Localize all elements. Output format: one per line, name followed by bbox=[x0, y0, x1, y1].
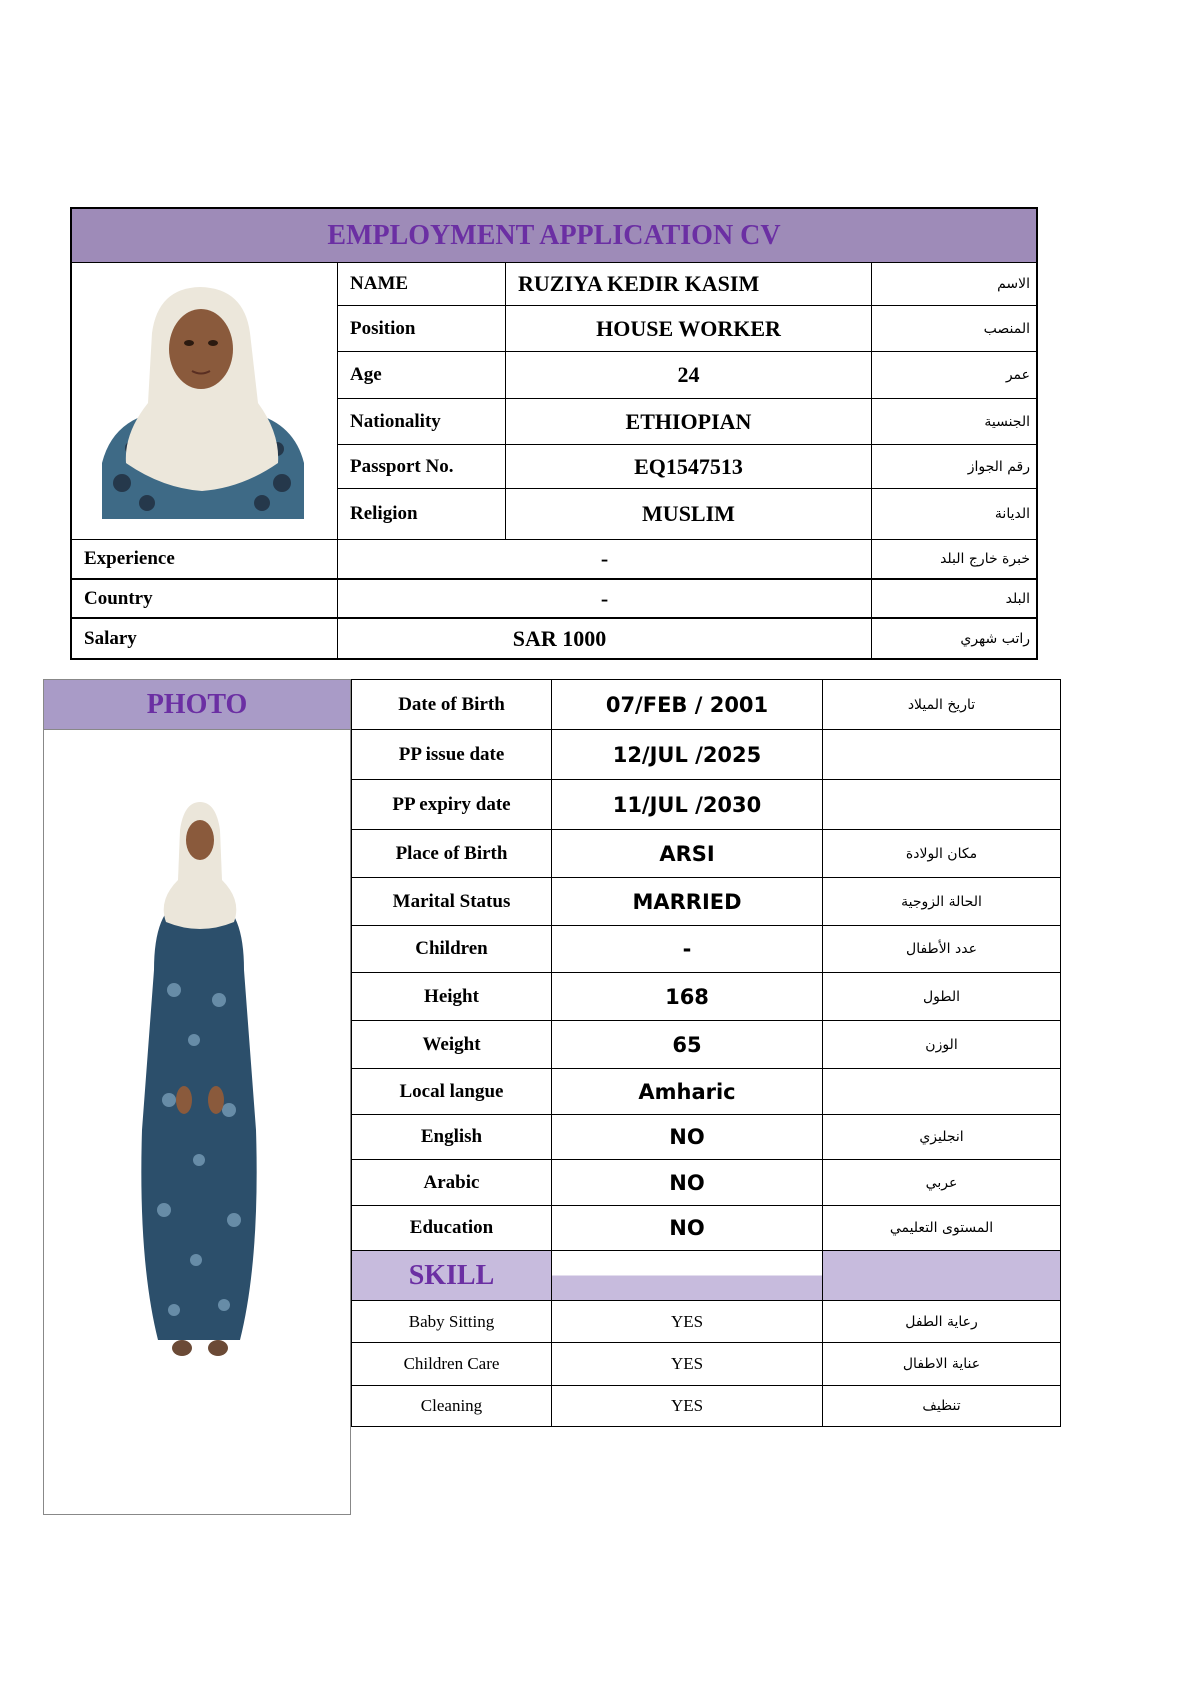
local-language-value: Amharic bbox=[552, 1069, 823, 1115]
skill-label-cleaning: Cleaning bbox=[352, 1386, 552, 1426]
document-title: EMPLOYMENT APPLICATION CV bbox=[72, 209, 1036, 263]
pp-expiry-arabic-label bbox=[823, 780, 1060, 830]
salary-arabic-label: راتب شهري bbox=[960, 630, 1030, 647]
weight-arabic-label: الوزن bbox=[823, 1021, 1060, 1069]
country-value: - bbox=[338, 580, 872, 619]
skill-arabic-cleaning: تنظيف bbox=[922, 1398, 961, 1414]
pp-issue-label: PP issue date bbox=[352, 730, 552, 780]
pp-issue-value: 12/JUL /2025 bbox=[552, 730, 823, 780]
passport-label: Passport No. bbox=[338, 445, 506, 489]
experience-value: - bbox=[338, 540, 872, 580]
age-value: 24 bbox=[506, 352, 872, 399]
marital-status-value: MARRIED bbox=[552, 878, 823, 926]
name-arabic-label: الاسم bbox=[872, 263, 1036, 306]
education-arabic-label: المستوى التعليمي bbox=[823, 1206, 1060, 1251]
pp-expiry-value: 11/JUL /2030 bbox=[552, 780, 823, 830]
weight-value: 65 bbox=[552, 1021, 823, 1069]
skill-heading: SKILL bbox=[352, 1251, 552, 1301]
arabic-label: Arabic bbox=[352, 1160, 552, 1206]
height-arabic-label: الطول bbox=[823, 973, 1060, 1021]
pp-issue-arabic-label bbox=[823, 730, 1060, 780]
height-value: 168 bbox=[552, 973, 823, 1021]
skill-band-arabic bbox=[823, 1251, 1060, 1301]
skill-arabic-baby-sitting: رعاية الطفل bbox=[823, 1301, 1060, 1343]
personal-details-table bbox=[351, 679, 1061, 1427]
name-label: NAME bbox=[338, 263, 506, 306]
education-value: NO bbox=[552, 1206, 823, 1251]
country-label: Country bbox=[72, 580, 338, 619]
skill-label-children-care: Children Care bbox=[352, 1343, 552, 1386]
children-label: Children bbox=[352, 926, 552, 973]
salary-label: Salary bbox=[72, 619, 338, 658]
nationality-value: ETHIOPIAN bbox=[506, 399, 872, 445]
height-label: Height bbox=[352, 973, 552, 1021]
cv-summary-table bbox=[70, 207, 1038, 660]
position-value: HOUSE WORKER bbox=[506, 306, 872, 352]
full-photo-panel bbox=[43, 679, 351, 1515]
skill-label-baby-sitting: Baby Sitting bbox=[352, 1301, 552, 1343]
passport-arabic-label: رقم الجواز bbox=[872, 445, 1036, 489]
arabic-value: NO bbox=[552, 1160, 823, 1206]
marital-status-arabic-label: الحالة الزوجية bbox=[823, 878, 1060, 926]
pp-expiry-label: PP expiry date bbox=[352, 780, 552, 830]
place-of-birth-value: ARSI bbox=[552, 830, 823, 878]
religion-arabic-label: الديانة bbox=[872, 489, 1036, 540]
local-language-arabic-label bbox=[823, 1069, 1060, 1115]
nationality-label: Nationality bbox=[338, 399, 506, 445]
salary-value: SAR 1000 bbox=[338, 619, 872, 658]
country-arabic-label: البلد bbox=[872, 580, 1036, 619]
education-label: Education bbox=[352, 1206, 552, 1251]
dob-value: 07/FEB / 2001 bbox=[552, 680, 823, 730]
dob-label: Date of Birth bbox=[352, 680, 552, 730]
portrait-photo bbox=[72, 263, 338, 540]
nationality-arabic-label: الجنسية bbox=[872, 399, 1036, 445]
religion-value: MUSLIM bbox=[506, 489, 872, 540]
skill-value-cleaning: YES bbox=[552, 1386, 823, 1426]
passport-value: EQ1547513 bbox=[506, 445, 872, 489]
photo-heading: PHOTO bbox=[44, 680, 350, 730]
position-arabic-label: المنصب bbox=[872, 306, 1036, 352]
children-arabic-label: عدد الأطفال bbox=[823, 926, 1060, 973]
age-label: Age bbox=[338, 352, 506, 399]
children-value: - bbox=[552, 926, 823, 973]
english-arabic-label: انجليزي bbox=[823, 1115, 1060, 1160]
position-label: Position bbox=[338, 306, 506, 352]
place-of-birth-arabic-label: مكان الولادة bbox=[823, 830, 1060, 878]
age-arabic-label: عمر bbox=[872, 352, 1036, 399]
dob-arabic-label: تاريخ الميلاد bbox=[823, 680, 1060, 730]
marital-status-label: Marital Status bbox=[352, 878, 552, 926]
skill-band-spacer bbox=[552, 1251, 823, 1301]
arabic-arabic-label: عربي bbox=[823, 1160, 1060, 1206]
weight-label: Weight bbox=[352, 1021, 552, 1069]
skill-arabic-children-care: عناية الاطفال bbox=[823, 1343, 1060, 1386]
english-label: English bbox=[352, 1115, 552, 1160]
religion-label: Religion bbox=[338, 489, 506, 540]
place-of-birth-label: Place of Birth bbox=[352, 830, 552, 878]
skill-value-baby-sitting: YES bbox=[552, 1301, 823, 1343]
skill-value-children-care: YES bbox=[552, 1343, 823, 1386]
local-language-label: Local langue bbox=[352, 1069, 552, 1115]
full-body-photo bbox=[124, 800, 274, 1360]
experience-label: Experience bbox=[72, 540, 338, 580]
experience-arabic-label: خبرة خارج البلد bbox=[872, 540, 1036, 580]
name-value: RUZIYA KEDIR KASIM bbox=[506, 263, 872, 306]
english-value: NO bbox=[552, 1115, 823, 1160]
